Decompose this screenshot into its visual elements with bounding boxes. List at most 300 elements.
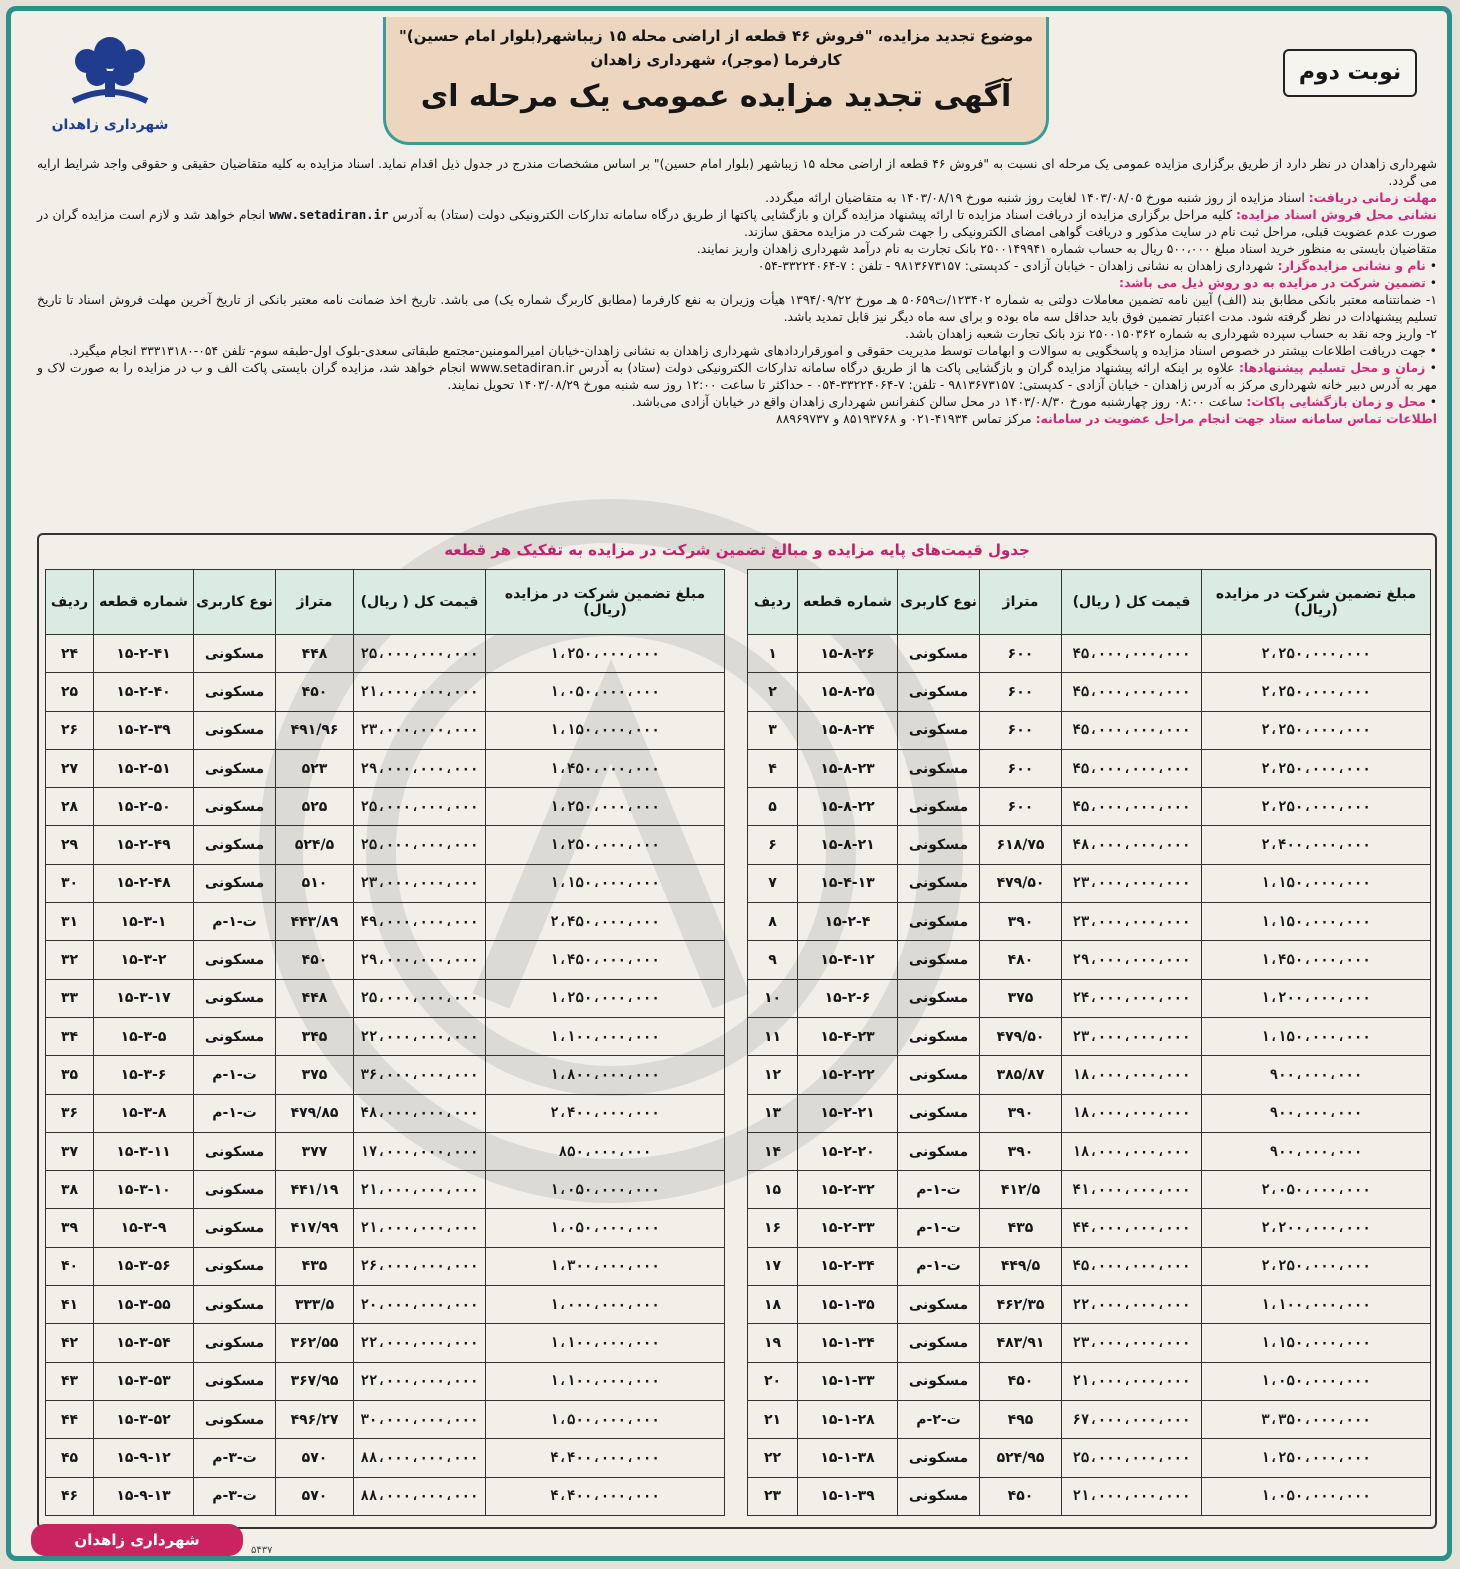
total-price: ۳۶،۰۰۰،۰۰۰،۰۰۰	[354, 1056, 486, 1094]
plot-number: ۱۵-۲-۲۱	[798, 1094, 898, 1132]
row-number: ۲۵	[46, 673, 94, 711]
total-price: ۱۸،۰۰۰،۰۰۰،۰۰۰	[1062, 1056, 1202, 1094]
table-row	[46, 1324, 725, 1362]
guarantee-amount: ۱،۱۰۰،۰۰۰،۰۰۰	[486, 1362, 725, 1400]
sale-text-1: کلیه مراحل برگزاری مزایده از دریافت اسناد مزایده تا ارائه پیشنهاد مزایده گران و بازگشایی پاکتها از طریق درگاه سامانه تدارکات الکترونیکی دولت (ستاد) به آدرس	[392, 207, 1233, 222]
land-use: مسکونی	[898, 1324, 980, 1362]
land-use: مسکونی	[194, 1171, 276, 1209]
row-number: ۲۲	[748, 1439, 798, 1477]
land-use: مسکونی	[194, 1017, 276, 1055]
row-number: ۴	[748, 749, 798, 787]
guarantee-amount: ۳،۳۵۰،۰۰۰،۰۰۰	[1202, 1400, 1431, 1438]
employer-line: کارفرما (موجر)، شهرداری زاهدان	[590, 51, 842, 69]
total-price: ۱۸،۰۰۰،۰۰۰،۰۰۰	[1062, 1132, 1202, 1170]
land-use: مسکونی	[898, 1056, 980, 1094]
guarantee-amount: ۱،۰۵۰،۰۰۰،۰۰۰	[1202, 1477, 1431, 1515]
total-price: ۲۳،۰۰۰،۰۰۰،۰۰۰	[1062, 903, 1202, 941]
area: ۵۲۳	[276, 749, 354, 787]
table-row	[748, 1324, 1431, 1362]
col-header-use: نوع کاربری	[898, 570, 980, 635]
total-price: ۲۲،۰۰۰،۰۰۰،۰۰۰	[1062, 1286, 1202, 1324]
guarantee-amount: ۲،۲۵۰،۰۰۰،۰۰۰	[1202, 1247, 1431, 1285]
title-banner	[383, 17, 1049, 145]
area: ۳۳۳/۵	[276, 1286, 354, 1324]
total-price: ۲۱،۰۰۰،۰۰۰،۰۰۰	[1062, 1362, 1202, 1400]
total-price: ۲۱،۰۰۰،۰۰۰،۰۰۰	[354, 1209, 486, 1247]
table-row	[748, 1362, 1431, 1400]
total-price: ۴۵،۰۰۰،۰۰۰،۰۰۰	[1062, 749, 1202, 787]
table-row	[748, 1017, 1431, 1055]
land-use: مسکونی	[898, 941, 980, 979]
area: ۳۷۵	[276, 1056, 354, 1094]
total-price: ۴۵،۰۰۰،۰۰۰،۰۰۰	[1062, 711, 1202, 749]
total-price: ۲۱،۰۰۰،۰۰۰،۰۰۰	[1062, 1477, 1202, 1515]
sale-label: نشانی محل فروش اسناد مزایده:	[1236, 207, 1437, 222]
table-row	[46, 1477, 725, 1515]
submission-label: زمان و محل تسلیم پیشنهادها:	[1238, 360, 1426, 375]
row-number: ۳۶	[46, 1094, 94, 1132]
table-row	[748, 1132, 1431, 1170]
col-header-plot: شماره قطعه	[798, 570, 898, 635]
row-number: ۱	[748, 635, 798, 673]
total-price: ۲۱،۰۰۰،۰۰۰،۰۰۰	[354, 673, 486, 711]
plot-number: ۱۵-۱-۳۸	[798, 1439, 898, 1477]
total-price: ۴۸،۰۰۰،۰۰۰،۰۰۰	[354, 1094, 486, 1132]
table-row	[46, 941, 725, 979]
guarantee-amount: ۱،۱۰۰،۰۰۰،۰۰۰	[486, 1324, 725, 1362]
row-number: ۳۷	[46, 1132, 94, 1170]
guarantee-amount: ۹۰۰،۰۰۰،۰۰۰	[1202, 1132, 1431, 1170]
plot-number: ۱۵-۳-۱۷	[94, 979, 194, 1017]
plot-number: ۱۵-۳-۵۶	[94, 1247, 194, 1285]
guarantee-option-2: ۲- واریز وجه نقد به حساب سپرده شهرداری به شماره ۲۵۰۰۱۵۰۳۶۲ نزد بانک تجارت شعبه زاهدان باشد.	[905, 326, 1437, 341]
guarantee-amount: ۲،۰۵۰،۰۰۰،۰۰۰	[1202, 1171, 1431, 1209]
land-use: مسکونی	[194, 1286, 276, 1324]
table-row	[46, 1017, 725, 1055]
plot-number: ۱۵-۸-۲۲	[798, 788, 898, 826]
land-use: مسکونی	[194, 1362, 276, 1400]
land-use: مسکونی	[194, 749, 276, 787]
table-row	[46, 1171, 725, 1209]
plot-number: ۱۵-۲-۵۱	[94, 749, 194, 787]
table-row	[46, 979, 725, 1017]
guarantee-amount: ۲،۲۵۰،۰۰۰،۰۰۰	[1202, 788, 1431, 826]
row-number: ۴۱	[46, 1286, 94, 1324]
col-header-guarantee: مبلغ تضمین شرکت در مزایده (ریال)	[486, 570, 725, 635]
total-price: ۲۵،۰۰۰،۰۰۰،۰۰۰	[354, 979, 486, 1017]
area: ۴۳۵	[276, 1247, 354, 1285]
total-price: ۲۴،۰۰۰،۰۰۰،۰۰۰	[1062, 979, 1202, 1017]
table-row	[46, 1439, 725, 1477]
land-use: ت-۱-م	[194, 1056, 276, 1094]
guarantee-amount: ۱،۱۵۰،۰۰۰،۰۰۰	[486, 711, 725, 749]
contact-label: اطلاعات تماس سامانه ستاد جهت انجام مراحل عضویت در سامانه:	[1035, 411, 1437, 426]
land-use: ت-۱-م	[898, 1171, 980, 1209]
total-price: ۲۱،۰۰۰،۰۰۰،۰۰۰	[354, 1171, 486, 1209]
plot-number: ۱۵-۲-۲۰	[798, 1132, 898, 1170]
total-price: ۲۵،۰۰۰،۰۰۰،۰۰۰	[354, 788, 486, 826]
plot-number: ۱۵-۸-۲۵	[798, 673, 898, 711]
area: ۴۹۵	[980, 1400, 1062, 1438]
area: ۴۹۶/۲۷	[276, 1400, 354, 1438]
guarantee-amount: ۸۵۰،۰۰۰،۰۰۰	[486, 1132, 725, 1170]
auction-topic: موضوع تجدید مزایده، "فروش ۴۶ قطعه از اراضی محله ۱۵ زیباشهر(بلوار امام حسین)"	[398, 27, 1034, 45]
plot-number: ۱۵-۳-۱۰	[94, 1171, 194, 1209]
table-row	[748, 826, 1431, 864]
plot-number: ۱۵-۲-۳۹	[94, 711, 194, 749]
plot-number: ۱۵-۲-۳۲	[798, 1171, 898, 1209]
guarantee-amount: ۱،۲۵۰،۰۰۰،۰۰۰	[486, 979, 725, 1017]
logo-label: شهرداری زاهدان	[51, 117, 169, 133]
table-row	[46, 1362, 725, 1400]
guarantee-heading: • تضمین شرکت در مزایده به دو روش ذیل می باشد:	[1119, 275, 1437, 290]
land-use: ت-۱-م	[194, 903, 276, 941]
row-number: ۸	[748, 903, 798, 941]
contact-text: مرکز تماس ۴۱۹۳۴-۰۲۱ و ۸۵۱۹۳۷۶۸ و ۸۸۹۶۹۷۳۷	[776, 411, 1032, 426]
row-number: ۲۸	[46, 788, 94, 826]
row-number: ۳۸	[46, 1171, 94, 1209]
area: ۴۵۰	[276, 941, 354, 979]
area: ۳۹۰	[980, 1094, 1062, 1132]
row-number: ۳۳	[46, 979, 94, 1017]
guarantee-amount: ۴،۴۰۰،۰۰۰،۰۰۰	[486, 1477, 725, 1515]
land-use: ت-۱-م	[194, 1094, 276, 1132]
row-number: ۲۰	[748, 1362, 798, 1400]
announcement-body	[37, 155, 1437, 427]
land-use: مسکونی	[898, 1286, 980, 1324]
plot-number: ۱۵-۹-۱۳	[94, 1477, 194, 1515]
contact-line	[37, 410, 1437, 427]
plot-number: ۱۵-۳-۸	[94, 1094, 194, 1132]
submission-text: علاوه بر اینکه ارائه پیشنهاد مزایده گران و بازگشایی پاکت ها از طریق درگاه سامانه تدارکات الکترونیکی دولت (ستاد) به آدرس www.setadiran.ir انجام خواهد شد، مزایده گران بایستی پاکت الف و ب در مزایده را به صورت لاک و مهر به آدرس دبیر خانه شهرداری مرکز به آدرس زاهدان - خیابان آزادی - کدپستی: ۹۸۱۳۶۷۳۱۵۷ - تلفن: ۷-۳۳۲۲۴۰۶۴-۰۵۴ - حداکثر تا ساعت ۱۲:۰۰ روز سه شنبه مورخ ۱۴۰۳/۰۸/۲۹ تحویل نمایند.	[37, 360, 1437, 392]
total-price: ۲۲،۰۰۰،۰۰۰،۰۰۰	[354, 1017, 486, 1055]
row-number: ۱۴	[748, 1132, 798, 1170]
table-row	[46, 1132, 725, 1170]
row-number: ۳۹	[46, 1209, 94, 1247]
table-row	[46, 826, 725, 864]
col-header-row: ردیف	[748, 570, 798, 635]
guarantee-amount: ۱،۴۵۰،۰۰۰،۰۰۰	[1202, 941, 1431, 979]
submission-paragraph: • زمان و محل تسلیم پیشنهادها: علاوه بر اینکه ارائه پیشنهاد مزایده گران و بازگشایی پاکت ها از طریق درگاه سامانه تدارکات الکترونیکی دولت (ستاد) به آدرس www.setadiran.ir انجام خواهد شد، مزایده گران بایستی پاکت الف و ب در مزایده را به صورت لاک و مهر به آدرس دبیر خانه شهرداری مرکز به آدرس زاهدان - خیابان آزادی - کدپستی: ۹۸۱۳۶۷۳۱۵۷ - تلفن: ۷-۳۳۲۲۴۰۶۴-۰۵۴ - حداکثر تا ساعت ۱۲:۰۰ روز سه شنبه مورخ ۱۴۰۳/۰۸/۲۹ تحویل نمایند.	[37, 360, 1437, 392]
total-price: ۲۶،۰۰۰،۰۰۰،۰۰۰	[354, 1247, 486, 1285]
plot-number: ۱۵-۲-۵۰	[94, 788, 194, 826]
table-row	[748, 1439, 1431, 1477]
land-use: مسکونی	[898, 673, 980, 711]
area: ۴۱۷/۹۹	[276, 1209, 354, 1247]
table-row	[46, 1056, 725, 1094]
table-row	[46, 864, 725, 902]
total-price: ۲۳،۰۰۰،۰۰۰،۰۰۰	[1062, 1324, 1202, 1362]
area: ۴۴۹/۵	[980, 1247, 1062, 1285]
land-use: مسکونی	[194, 826, 276, 864]
guarantee-amount: ۲،۲۰۰،۰۰۰،۰۰۰	[1202, 1209, 1431, 1247]
total-price: ۶۷،۰۰۰،۰۰۰،۰۰۰	[1062, 1400, 1202, 1438]
total-price: ۲۲،۰۰۰،۰۰۰،۰۰۰	[354, 1324, 486, 1362]
total-price: ۴۵،۰۰۰،۰۰۰،۰۰۰	[1062, 635, 1202, 673]
area: ۴۷۹/۵۰	[980, 1017, 1062, 1055]
area: ۴۷۹/۵۰	[980, 864, 1062, 902]
plot-number: ۱۵-۴-۲۳	[798, 1017, 898, 1055]
total-price: ۲۵،۰۰۰،۰۰۰،۰۰۰	[1062, 1439, 1202, 1477]
area: ۴۳۵	[980, 1209, 1062, 1247]
plot-number: ۱۵-۱-۳۳	[798, 1362, 898, 1400]
area: ۶۰۰	[980, 749, 1062, 787]
table-body-right	[748, 635, 1431, 1516]
land-use: مسکونی	[898, 826, 980, 864]
area: ۳۶۷/۹۵	[276, 1362, 354, 1400]
guarantee-amount: ۲،۲۵۰،۰۰۰،۰۰۰	[1202, 711, 1431, 749]
guarantee-amount: ۱،۱۵۰،۰۰۰،۰۰۰	[1202, 1017, 1431, 1055]
area: ۵۲۴/۹۵	[980, 1439, 1062, 1477]
area: ۳۷۵	[980, 979, 1062, 1017]
table-row	[748, 1209, 1431, 1247]
total-price: ۴۵،۰۰۰،۰۰۰،۰۰۰	[1062, 788, 1202, 826]
col-header-area: متراژ	[276, 570, 354, 635]
opening-text: ساعت ۰۸:۰۰ روز چهارشنبه مورخ ۱۴۰۳/۰۸/۳۰ در محل سالن کنفرانس شهرداری زاهدان واقع در خیابان آزادی می‌باشد.	[631, 394, 1243, 409]
plot-number: ۱۵-۲-۴	[798, 903, 898, 941]
land-use: مسکونی	[194, 1324, 276, 1362]
land-use: مسکونی	[898, 635, 980, 673]
area: ۶۰۰	[980, 673, 1062, 711]
table-row	[748, 864, 1431, 902]
guarantee-amount: ۲،۴۰۰،۰۰۰،۰۰۰	[1202, 826, 1431, 864]
table-header-row	[748, 570, 1431, 635]
total-price: ۲۰،۰۰۰،۰۰۰،۰۰۰	[354, 1286, 486, 1324]
col-header-area: متراژ	[980, 570, 1062, 635]
area: ۶۰۰	[980, 788, 1062, 826]
total-price: ۲۲،۰۰۰،۰۰۰،۰۰۰	[354, 1362, 486, 1400]
area: ۵۷۰	[276, 1477, 354, 1515]
row-number: ۳۲	[46, 941, 94, 979]
total-price: ۲۳،۰۰۰،۰۰۰،۰۰۰	[1062, 1017, 1202, 1055]
table-row	[46, 749, 725, 787]
plot-number: ۱۵-۲-۴۱	[94, 635, 194, 673]
page-title: آگهی تجدید مزایده عمومی یک مرحله ای	[420, 79, 1012, 114]
table-row	[748, 788, 1431, 826]
plot-number: ۱۵-۲-۳۴	[798, 1247, 898, 1285]
table-row	[748, 673, 1431, 711]
guarantee-amount: ۱،۲۰۰،۰۰۰،۰۰۰	[1202, 979, 1431, 1017]
table-row	[748, 1400, 1431, 1438]
table-row	[46, 711, 725, 749]
sale-fee-line: متقاضیان بایستی به منظور خرید اسناد مبلغ ۵۰۰،۰۰۰ ریال به حساب شماره ۲۵۰۰۱۴۹۹۴۱ بانک تجارت به نام درآمد شهرداری زاهدان واریز نمایند.	[696, 241, 1437, 256]
guarantee-amount: ۱،۱۵۰،۰۰۰،۰۰۰	[1202, 864, 1431, 902]
guarantee-amount: ۱،۰۵۰،۰۰۰،۰۰۰	[486, 1171, 725, 1209]
total-price: ۸۸،۰۰۰،۰۰۰،۰۰۰	[354, 1477, 486, 1515]
area: ۴۹۱/۹۶	[276, 711, 354, 749]
land-use: مسکونی	[194, 864, 276, 902]
area: ۶۰۰	[980, 635, 1062, 673]
area: ۳۹۰	[980, 1132, 1062, 1170]
land-use: ت-۳-م	[194, 1477, 276, 1515]
row-number: ۴۶	[46, 1477, 94, 1515]
turn-badge: نوبت دوم	[1283, 49, 1417, 97]
row-number: ۲۶	[46, 711, 94, 749]
total-price: ۳۰،۰۰۰،۰۰۰،۰۰۰	[354, 1400, 486, 1438]
total-price: ۲۹،۰۰۰،۰۰۰،۰۰۰	[1062, 941, 1202, 979]
table-row	[46, 788, 725, 826]
row-number: ۱۳	[748, 1094, 798, 1132]
guarantee-amount: ۲،۲۵۰،۰۰۰،۰۰۰	[1202, 749, 1431, 787]
guarantee-amount: ۱،۰۵۰،۰۰۰،۰۰۰	[486, 673, 725, 711]
guarantee-amount: ۲،۲۵۰،۰۰۰،۰۰۰	[1202, 635, 1431, 673]
total-price: ۴۵،۰۰۰،۰۰۰،۰۰۰	[1062, 1247, 1202, 1285]
plot-number: ۱۵-۳-۵۳	[94, 1362, 194, 1400]
row-number: ۴۳	[46, 1362, 94, 1400]
land-use: مسکونی	[898, 711, 980, 749]
area: ۵۷۰	[276, 1439, 354, 1477]
land-use: مسکونی	[194, 711, 276, 749]
sale-text-2: انجام خواهد شد و لازم است مزایده گران در صورت عدم عضویت قبلی، مراحل ثبت نام در سایت مذکور و دریافت گواهی امضای الکترونیکی را جهت شرکت در مزایده محقق سازند.	[37, 207, 1437, 239]
guarantee-amount: ۱،۳۰۰،۰۰۰،۰۰۰	[486, 1247, 725, 1285]
info-line: • جهت دریافت اطلاعات بیشتر در خصوص اسناد مزایده و پاسخگویی به سوالات و ابهامات توسط مدیریت حقوقی و امورقراردادهای شهرداری زاهدان به نشانی زاهدان-خیابان امیرالمومنین-مجتمع طبقاتی سعدی-بلوک اول-طبقه سوم- تلفن ۰۵۴-۳۳۳۱۳۱۸۰ انجام میگیرد.	[69, 343, 1437, 358]
opening-line: • محل و زمان بازگشایی پاکات: ساعت ۰۸:۰۰ روز چهارشنبه مورخ ۱۴۰۳/۰۸/۳۰ در محل سالن کنفرانس شهرداری زاهدان واقع در خیابان آزادی می‌باشد.	[631, 394, 1437, 409]
land-use: ت-۲-م	[898, 1400, 980, 1438]
row-number: ۲	[748, 673, 798, 711]
land-use: مسکونی	[194, 1400, 276, 1438]
row-number: ۳۱	[46, 903, 94, 941]
row-number: ۱۵	[748, 1171, 798, 1209]
setad-website-link[interactable]: www.setadiran.ir	[269, 207, 389, 222]
plot-number: ۱۵-۱-۳۴	[798, 1324, 898, 1362]
row-number: ۶	[748, 826, 798, 864]
row-number: ۴۰	[46, 1247, 94, 1285]
guarantee-amount: ۱،۰۵۰،۰۰۰،۰۰۰	[1202, 1362, 1431, 1400]
plots-table-left	[45, 569, 725, 1516]
guarantee-amount: ۱،۴۵۰،۰۰۰،۰۰۰	[486, 749, 725, 787]
total-price: ۲۳،۰۰۰،۰۰۰،۰۰۰	[354, 711, 486, 749]
total-price: ۲۳،۰۰۰،۰۰۰،۰۰۰	[354, 864, 486, 902]
area: ۴۴۸	[276, 979, 354, 1017]
plot-number: ۱۵-۱-۳۵	[798, 1286, 898, 1324]
plot-number: ۱۵-۳-۵۴	[94, 1324, 194, 1362]
area: ۴۶۲/۳۵	[980, 1286, 1062, 1324]
land-use: مسکونی	[898, 1477, 980, 1515]
land-use: ت-۳-م	[194, 1439, 276, 1477]
guarantee-amount: ۱،۲۵۰،۰۰۰،۰۰۰	[1202, 1439, 1431, 1477]
guarantee-amount: ۲،۴۰۰،۰۰۰،۰۰۰	[486, 1094, 725, 1132]
area: ۳۹۰	[980, 903, 1062, 941]
table-row	[748, 1286, 1431, 1324]
land-use: مسکونی	[194, 1247, 276, 1285]
table-row	[748, 1094, 1431, 1132]
guarantee-amount: ۲،۲۵۰،۰۰۰،۰۰۰	[1202, 673, 1431, 711]
plot-number: ۱۵-۳-۲	[94, 941, 194, 979]
area: ۳۸۵/۸۷	[980, 1056, 1062, 1094]
row-number: ۱۲	[748, 1056, 798, 1094]
area: ۴۷۹/۸۵	[276, 1094, 354, 1132]
row-number: ۷	[748, 864, 798, 902]
plot-number: ۱۵-۹-۱۲	[94, 1439, 194, 1477]
land-use: مسکونی	[194, 941, 276, 979]
plot-number: ۱۵-۲-۴۰	[94, 673, 194, 711]
area: ۵۲۵	[276, 788, 354, 826]
total-price: ۲۵،۰۰۰،۰۰۰،۰۰۰	[354, 635, 486, 673]
guarantee-amount: ۱،۰۵۰،۰۰۰،۰۰۰	[486, 1209, 725, 1247]
row-number: ۲۷	[46, 749, 94, 787]
table-row	[46, 1209, 725, 1247]
row-number: ۳۵	[46, 1056, 94, 1094]
ad-code: ۵۴۳۷	[251, 1545, 273, 1556]
row-number: ۱۸	[748, 1286, 798, 1324]
guarantee-amount: ۱،۵۰۰،۰۰۰،۰۰۰	[486, 1400, 725, 1438]
guarantee-amount: ۴،۴۰۰،۰۰۰،۰۰۰	[486, 1439, 725, 1477]
deadline-text: اسناد مزایده از روز شنبه مورخ ۱۴۰۳/۰۸/۰۵ لغایت روز شنبه مورخ ۱۴۰۳/۰۸/۱۹ به متقاضیان ارائه میگردد.	[765, 190, 1305, 205]
land-use: مسکونی	[194, 1209, 276, 1247]
row-number: ۹	[748, 941, 798, 979]
table-row	[748, 1247, 1431, 1285]
land-use: مسکونی	[194, 979, 276, 1017]
guarantee-amount: ۱،۱۰۰،۰۰۰،۰۰۰	[1202, 1286, 1431, 1324]
plot-number: ۱۵-۴-۱۳	[798, 864, 898, 902]
guarantee-amount: ۱،۱۵۰،۰۰۰،۰۰۰	[1202, 903, 1431, 941]
plot-number: ۱۵-۸-۲۶	[798, 635, 898, 673]
row-number: ۱۶	[748, 1209, 798, 1247]
row-number: ۳۴	[46, 1017, 94, 1055]
total-price: ۲۹،۰۰۰،۰۰۰،۰۰۰	[354, 941, 486, 979]
guarantee-amount: ۱،۲۵۰،۰۰۰،۰۰۰	[486, 635, 725, 673]
land-use: مسکونی	[898, 1362, 980, 1400]
row-number: ۴۲	[46, 1324, 94, 1362]
total-price: ۴۴،۰۰۰،۰۰۰،۰۰۰	[1062, 1209, 1202, 1247]
area: ۴۸۰	[980, 941, 1062, 979]
area: ۳۴۵	[276, 1017, 354, 1055]
table-row	[748, 979, 1431, 1017]
land-use: مسکونی	[898, 788, 980, 826]
row-number: ۱۷	[748, 1247, 798, 1285]
plot-number: ۱۵-۳-۵	[94, 1017, 194, 1055]
guarantee-option-1: ۱- ضمانتنامه معتبر بانکی مطابق بند (الف) آیین نامه تضمین معاملات دولتی به شماره ۱۲۳۴۰۲/ت۵۰۶۵۹ هـ مورخ ۱۳۹۴/۰۹/۲۲ هیأت وزیران به نفع کارفرما (مطابق کاربرگ شماره یک) می باشد. تاریخ اخذ ضمانت نامه معتبر بانکی از تاریخ آخرین مهلت فروش اسناد تا تاریخ تسلیم پیشنهادات در نظر گرفته شود. مدت اعتبار تضمین فوق باید حداقل سه ماه بوده و برای سه ماه دیگر نیز قابل تمدید باشد.	[37, 292, 1438, 324]
land-use: مسکونی	[194, 673, 276, 711]
deadline-line	[37, 189, 1437, 206]
area: ۴۱۲/۵	[980, 1171, 1062, 1209]
land-use: ت-۱-م	[898, 1247, 980, 1285]
area: ۴۵۰	[276, 673, 354, 711]
table-row	[748, 941, 1431, 979]
land-use: مسکونی	[898, 979, 980, 1017]
total-price: ۸۸،۰۰۰،۰۰۰،۰۰۰	[354, 1439, 486, 1477]
row-number: ۵	[748, 788, 798, 826]
plot-number: ۱۵-۸-۲۱	[798, 826, 898, 864]
row-number: ۱۱	[748, 1017, 798, 1055]
plots-table-right	[747, 569, 1431, 1516]
land-use: مسکونی	[898, 1017, 980, 1055]
municipality-logo	[45, 31, 175, 141]
plot-number: ۱۵-۳-۶	[94, 1056, 194, 1094]
table-row	[748, 749, 1431, 787]
guarantee-amount: ۱،۴۵۰،۰۰۰،۰۰۰	[486, 941, 725, 979]
row-number: ۲۱	[748, 1400, 798, 1438]
table-row	[46, 1247, 725, 1285]
plot-number: ۱۵-۸-۲۳	[798, 749, 898, 787]
land-use: مسکونی	[898, 1439, 980, 1477]
table-body-left	[46, 635, 725, 1516]
plot-number: ۱۵-۸-۲۴	[798, 711, 898, 749]
table-caption: جدول قیمت‌های پایه مزایده و مبالغ تضمین شرکت در مزایده به تفکیک هر قطعه	[444, 541, 1030, 559]
table-row	[748, 1056, 1431, 1094]
row-number: ۲۳	[748, 1477, 798, 1515]
land-use: مسکونی	[194, 1132, 276, 1170]
land-use: مسکونی	[898, 864, 980, 902]
land-use: مسکونی	[898, 1094, 980, 1132]
land-use: مسکونی	[898, 1132, 980, 1170]
total-price: ۲۵،۰۰۰،۰۰۰،۰۰۰	[354, 826, 486, 864]
total-price: ۴۹،۰۰۰،۰۰۰،۰۰۰	[354, 903, 486, 941]
area: ۴۵۰	[980, 1362, 1062, 1400]
plot-number: ۱۵-۳-۹	[94, 1209, 194, 1247]
area: ۵۱۰	[276, 864, 354, 902]
total-price: ۱۸،۰۰۰،۰۰۰،۰۰۰	[1062, 1094, 1202, 1132]
